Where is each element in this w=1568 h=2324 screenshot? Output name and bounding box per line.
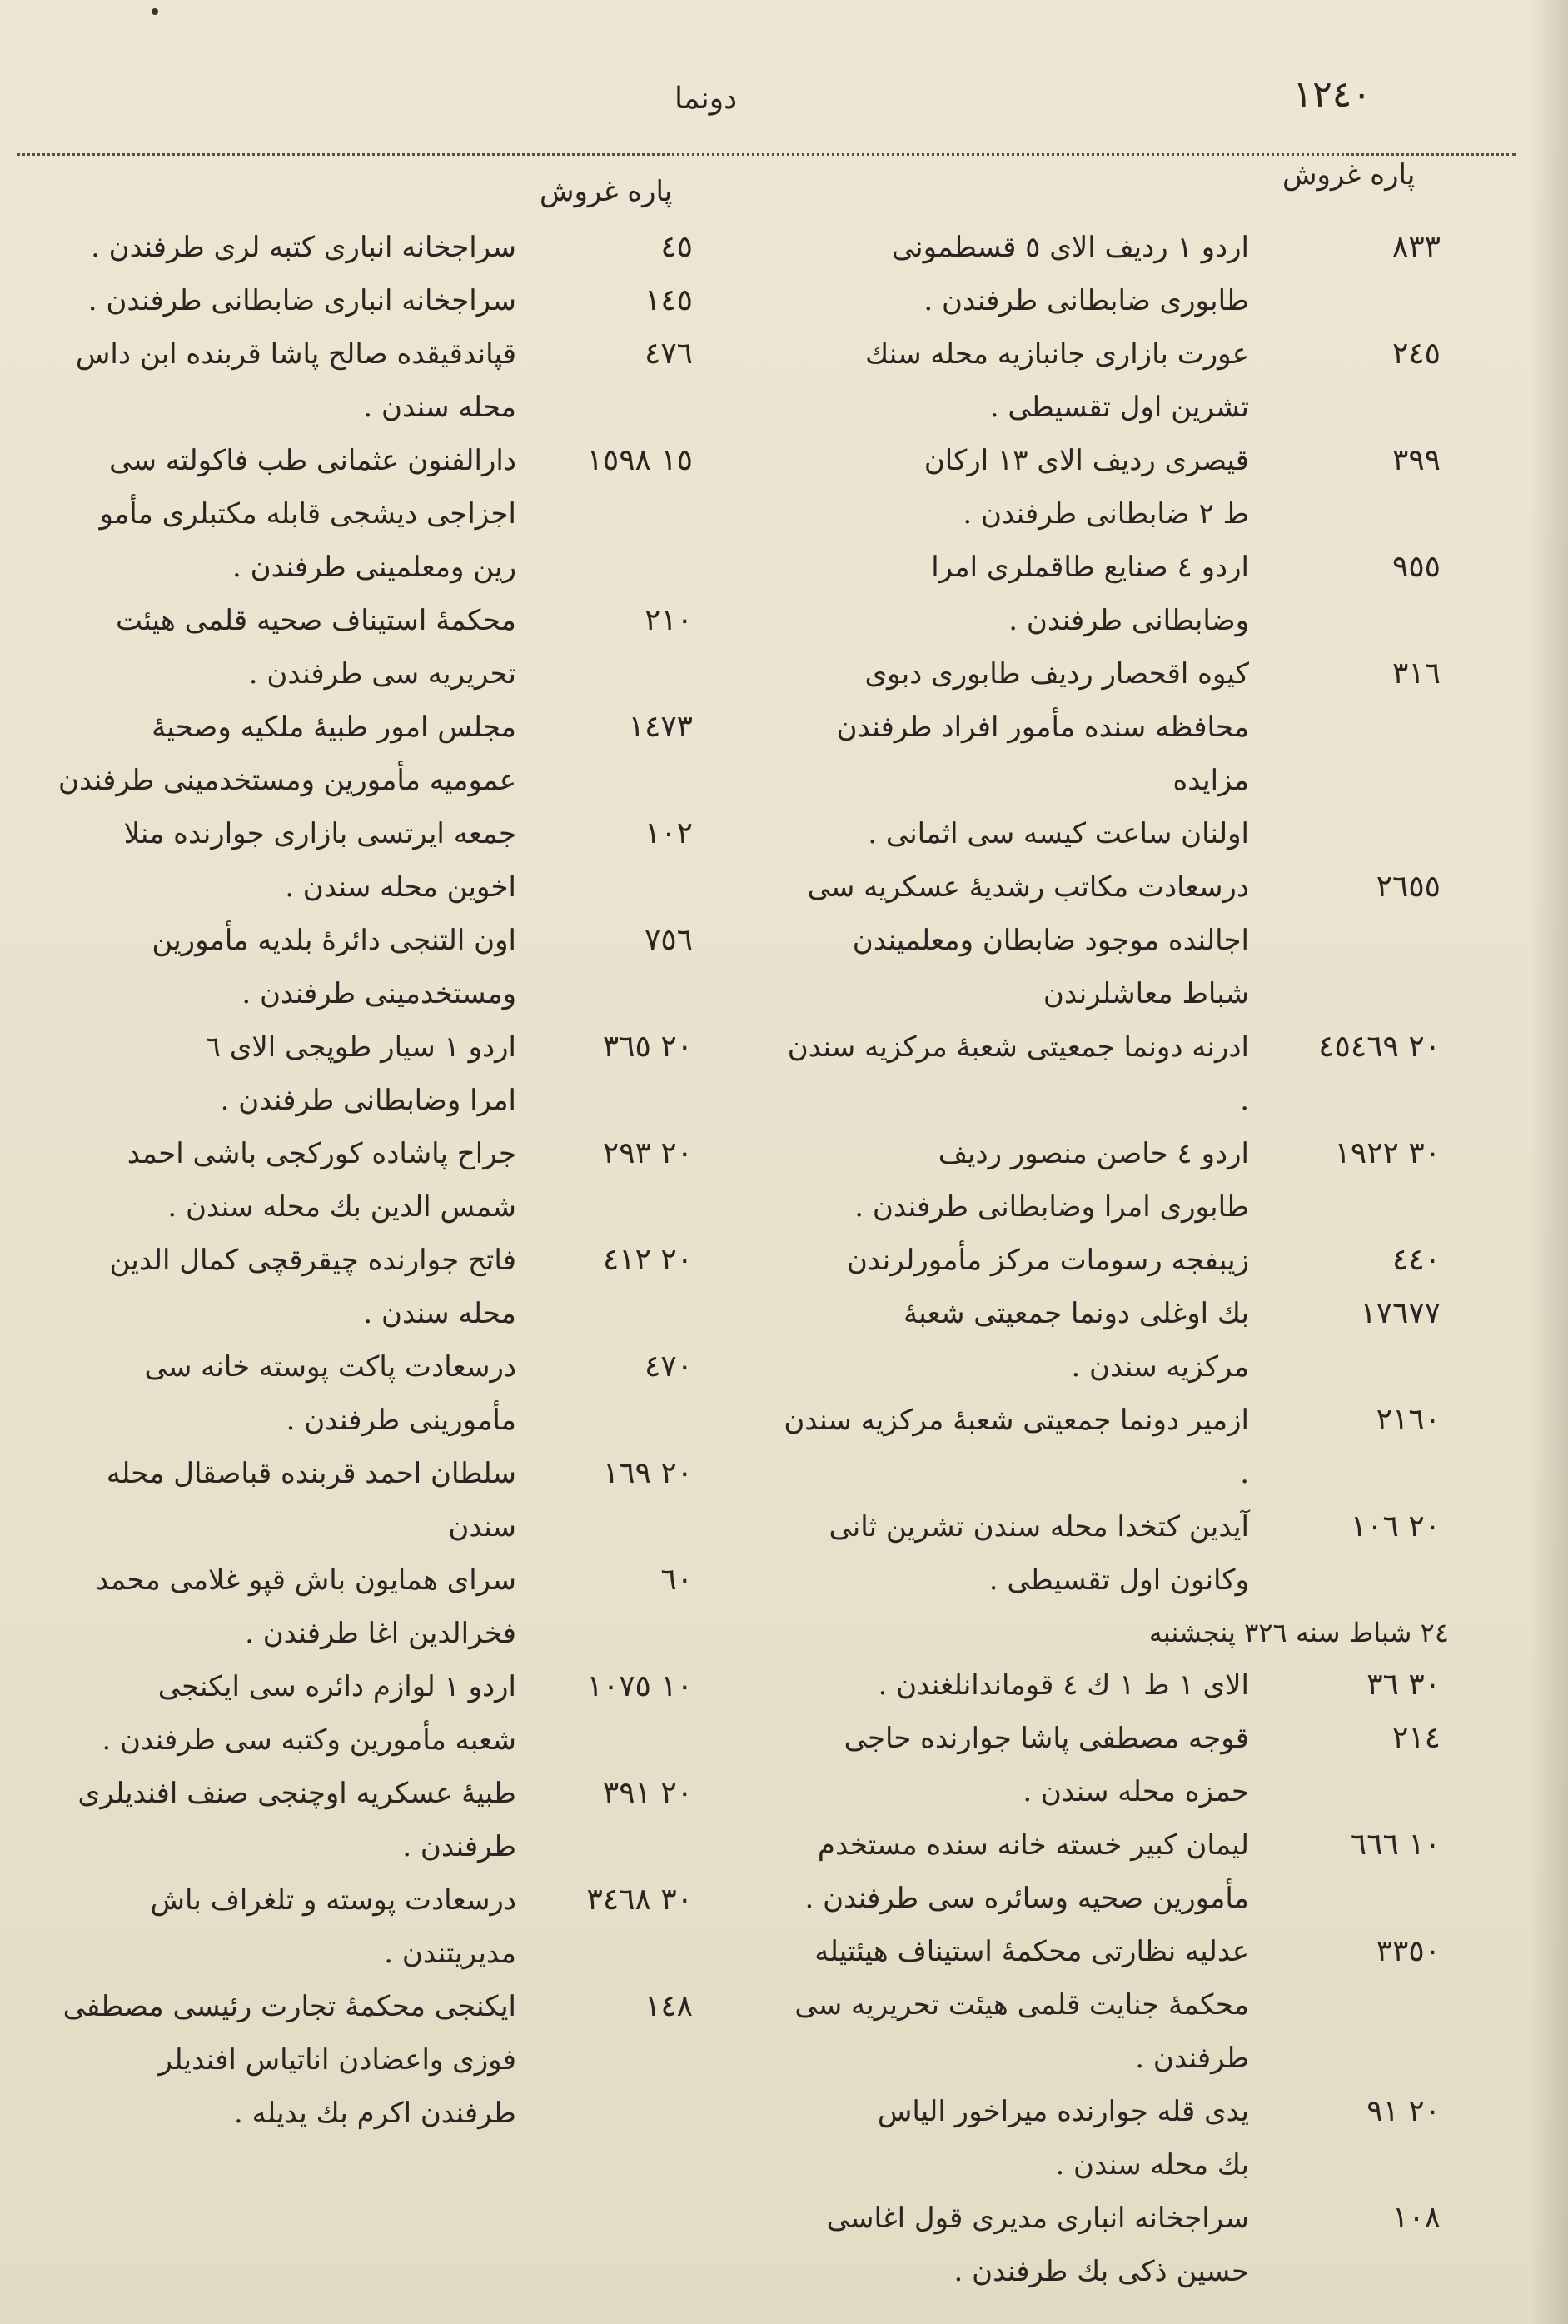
entry-amount: ٢٠ ٢٩٣ <box>602 1136 693 1170</box>
ledger-entry <box>50 701 733 807</box>
ledger-entry <box>50 327 733 434</box>
entry-amount: ٣٠ ٣٦ <box>1366 1668 1441 1702</box>
entry-description: اردو ١ سيار طوپجى الاى ٦ امرا وضابطانى طرفندن . <box>205 1030 516 1117</box>
entry-description: كيوه اقحصار رديف طابورى دبوى محافظه سنده مأمور افراد طرفندن مزايده اولنان ساعت كيسه سى اثمانى . <box>836 657 1249 850</box>
ledger-entry <box>50 1020 733 1127</box>
ink-speck <box>152 8 158 15</box>
right-column <box>774 221 1474 2298</box>
entry-description: اردو ١ رديف الاى ٥ قسطمونى طابورى ضابطانى طرفندن . <box>891 231 1249 317</box>
ledger-entry <box>774 1020 1474 1127</box>
entry-description: عدليه نظارتى محكمهٔ استيناف هيئتيله محكمهٔ جنايت قلمى هيئت تحريريه سى طرفندن . <box>794 1935 1249 2075</box>
ledger-entry <box>50 274 733 327</box>
entry-description: آيدين كتخدا محله سندن تشرين ثانى وكانون اول تقسيطى . <box>829 1510 1249 1597</box>
entry-amount: ٦٠ <box>660 1563 693 1597</box>
entry-amount: ١٥ ١٥٩٨ <box>586 443 693 477</box>
ledger-entry <box>774 860 1474 1020</box>
entry-description: اردو ٤ حاصن منصور رديف طابورى امرا وضابطانى طرفندن . <box>854 1137 1249 1224</box>
entry-description: زيبفجه رسومات مركز مأمورلرندن <box>846 1244 1249 1277</box>
entry-description: يدى قله جوارنده ميراخور الياس بك محله سندن . <box>877 2095 1249 2182</box>
ledger-entry <box>774 434 1474 541</box>
left-currency-header: پاره غروش <box>540 175 673 208</box>
entry-amount: ٢٠ ١٠٦ <box>1350 1509 1441 1544</box>
entry-description: جراح پاشاده كوركجى باشى احمد شمس الدين بك محله سندن . <box>127 1137 516 1224</box>
ledger-entry <box>50 807 733 914</box>
entry-description: سراى همايون باش قپو غلامى محمد فخرالدين اغا طرفندن . <box>96 1563 516 1650</box>
entry-amount: ١٧٦٧٧ <box>1360 1296 1441 1330</box>
entry-amount: ٣٠ ٣٤٦٨ <box>586 1883 693 1917</box>
ledger-entry <box>774 1394 1474 1500</box>
entry-amount: ٣٠ ١٩٢٢ <box>1334 1136 1441 1170</box>
ledger-entry <box>774 1287 1474 1394</box>
date-line: ٢٤ شباط سنه ٣٢٦ پنجشنبه <box>1148 1617 1449 1648</box>
right-currency-header: پاره غروش <box>1282 158 1416 192</box>
page-edge-shadow <box>1530 0 1568 2324</box>
ledger-entry <box>774 1712 1474 1818</box>
ledger-entry <box>50 434 733 594</box>
ledger-entry <box>50 1553 733 1660</box>
entry-description: جمعه ايرتسى بازارى جوارنده منلا اخوين محله سندن . <box>123 817 516 904</box>
entry-description: اردو ١ لوازم دائره سى ايكنجى شعبه مأمورين وكتبه سى طرفندن . <box>102 1670 516 1757</box>
entry-description: ازمير دونما جمعيتى شعبهٔ مركزيه سندن . <box>784 1404 1249 1490</box>
entry-description: بك اوغلى دونما جمعيتى شعبهٔ مركزيه سندن . <box>903 1297 1249 1384</box>
entry-description: مجلس امور طبيهٔ ملكيه وصحيهٔ عموميه مأمورين ومستخدمينى طرفندن <box>58 711 516 797</box>
entry-amount: ١٠٨ <box>1391 2201 1441 2235</box>
ledger-entry <box>50 594 733 701</box>
entry-amount: ٨٣٣ <box>1391 230 1441 264</box>
ledger-entry <box>774 327 1474 434</box>
entry-description: طبيهٔ عسكريه اوچنجى صنف افنديلرى طرفندن . <box>77 1777 516 1863</box>
entry-description: عورت بازارى جانبازيه محله سنك تشرين اول تقسيطى . <box>865 337 1249 424</box>
entry-description: سراجخانه انبارى ضابطانى طرفندن . <box>87 284 516 317</box>
ledger-entry <box>50 1447 733 1553</box>
ledger-entry <box>50 221 733 274</box>
entry-amount: ٢٤٥ <box>1391 337 1441 371</box>
entry-amount: ٢٠ ٤١٢ <box>602 1243 693 1277</box>
ledger-entry <box>774 1127 1474 1234</box>
ledger-entry <box>774 2192 1474 2298</box>
ledger-entry <box>774 221 1474 327</box>
entry-amount: ٧٥٦ <box>644 923 693 957</box>
ledger-entry <box>774 647 1474 860</box>
ledger-entry <box>50 1660 733 1767</box>
entry-amount: ٤٧٦ <box>644 337 693 371</box>
ledger-entry <box>774 1658 1474 1712</box>
entry-description: ادرنه دونما جمعيتى شعبهٔ مركزيه سندن . <box>787 1030 1249 1117</box>
entry-description: ايكنجى محكمهٔ تجارت رئيسى مصطفى فوزى واعضادن اناتياس افنديلر طرفندن اكرم بك يديله . <box>62 1990 516 2130</box>
entry-description: قيصرى رديف الاى ١٣ اركان ط ٢ ضابطانى طرفندن . <box>923 444 1249 531</box>
entry-description: سراجخانه انبارى كتبه لرى طرفندن . <box>91 231 516 264</box>
entry-amount: ٢٠ ٤٥٤٦٩ <box>1318 1030 1441 1064</box>
ledger-entry <box>50 1980 733 2140</box>
entry-amount: ١٤٥ <box>644 283 693 317</box>
ledger-entry <box>50 1234 733 1340</box>
entry-description: درسعادت مكاتب رشديهٔ عسكريه سى اجالنده موجود ضابطان ومعلميندن شباط معاشلرندن <box>807 870 1249 1010</box>
left-column <box>50 221 733 2140</box>
entry-amount: ١٠٢ <box>644 816 693 850</box>
dotted-header-rule <box>17 153 1516 156</box>
entry-amount: ٢١٦٠ <box>1376 1403 1441 1437</box>
entry-amount: ٢٠ ٣٦٥ <box>602 1030 693 1064</box>
entry-description: محكمهٔ استيناف صحيه قلمى هيئت تحريريه سى طرفندن . <box>115 604 516 691</box>
entry-description: فاتح جوارنده چيقرقچى كمال الدين محله سندن . <box>109 1244 516 1330</box>
entry-amount: ٣١٦ <box>1391 656 1441 691</box>
ledger-entry <box>50 1873 733 1980</box>
entry-amount: ٣٩٩ <box>1391 443 1441 477</box>
entry-description: سلطان احمد قربنده قباصقال محله سندن <box>106 1457 516 1544</box>
entry-description: ليمان كبير خسته خانه سنده مستخدم مأمورين صحيه وسائره سى طرفندن . <box>804 1828 1249 1915</box>
entry-description: الاى ١ ط ١ ك ٤ قوماندانلغندن . <box>878 1668 1249 1702</box>
entry-description: دارالفنون عثمانى طب فاكولته سى اجزاجى ديشجى قابله مكتبلرى مأمو رين ومعلمينى طرفندن . <box>99 444 516 584</box>
ledger-entry <box>50 1127 733 1234</box>
ledger-entry <box>774 1925 1474 2085</box>
ledger-entry <box>774 541 1474 647</box>
ledger-entry <box>50 1340 733 1447</box>
entry-amount: ٢٠ ٣٩١ <box>602 1776 693 1810</box>
entry-description: قپاندقيقده صالح پاشا قربنده ابن داس محله سندن . <box>75 337 516 424</box>
entry-description: اون التنجى دائرهٔ بلديه مأمورين ومستخدمينى طرفندن . <box>152 924 516 1010</box>
ledger-entry <box>774 1818 1474 1925</box>
entry-amount: ١٠ ١٠٧٥ <box>586 1669 693 1703</box>
entry-description: اردو ٤ صنايع طاقملرى امرا وضابطانى طرفندن . <box>931 551 1249 637</box>
entry-amount: ١٤٧٣ <box>628 710 693 744</box>
entry-amount: ١٤٨ <box>644 1989 693 2023</box>
entry-amount: ٢٠ ١٦٩ <box>602 1456 693 1490</box>
entry-amount: ٤٤٠ <box>1391 1243 1441 1277</box>
entry-description: درسعادت پاكت پوسته خانه سى مأمورينى طرفندن . <box>144 1350 516 1437</box>
entry-description: قوجه مصطفى پاشا جوارنده حاجى حمزه محله سندن . <box>844 1722 1249 1808</box>
running-title: دونما <box>674 82 738 116</box>
ledger-entry <box>774 1500 1474 1607</box>
ledger-entry <box>50 914 733 1020</box>
entry-amount: ٩٥٥ <box>1391 550 1441 584</box>
entry-description: سراجخانه انبارى مديرى قول اغاسى حسين ذكى بك طرفندن . <box>826 2202 1249 2288</box>
entry-amount: ٢١٠ <box>644 603 693 637</box>
entry-amount: ٢٦٥٥ <box>1376 870 1441 904</box>
entry-amount: ٤٧٠ <box>644 1349 693 1384</box>
entry-amount: ٣٣٥٠ <box>1376 1934 1441 1968</box>
entry-amount: ٢١٤ <box>1391 1721 1441 1755</box>
ledger-entry <box>774 2085 1474 2192</box>
entry-amount: ٢٠ ٩١ <box>1366 2094 1441 2128</box>
entry-amount: ٤٥ <box>660 230 693 264</box>
entry-amount: ١٠ ٦٦٦ <box>1350 1828 1441 1862</box>
ledger-entry <box>50 1767 733 1873</box>
entry-description: درسعادت پوسته و تلغراف باش مديريتندن . <box>150 1883 516 1970</box>
page-number: ١٢٤٠ <box>1292 73 1371 116</box>
ledger-entry <box>774 1234 1474 1287</box>
